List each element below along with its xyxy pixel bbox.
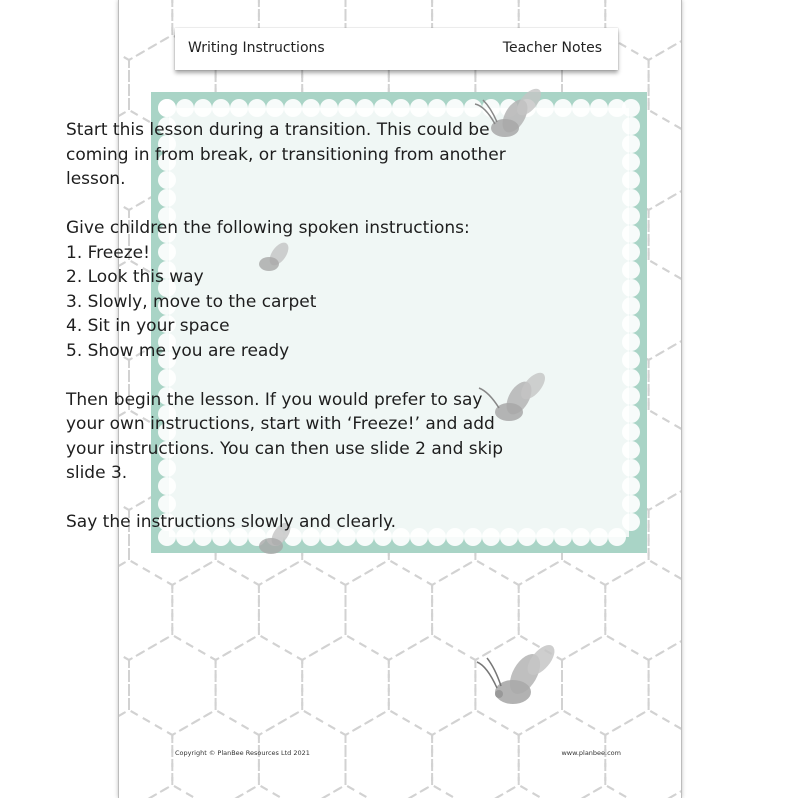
honeycomb-cell — [389, 785, 476, 798]
teacher-notes-text — [66, 118, 526, 559]
notes-closing: Say the instructions slowly and clearly. — [66, 512, 397, 532]
honeycomb-cell — [259, 560, 346, 660]
header-section-label: Teacher Notes — [502, 40, 602, 56]
instruction-step: 5. Show me you are ready — [66, 340, 290, 361]
notes-intro: Start this lesson during a transition. This could be coming in from break, or transitioning from another lesson. — [66, 120, 506, 189]
instruction-step: 1. Freeze! — [66, 242, 150, 263]
page-header — [175, 28, 618, 70]
notes-follow-up: Then begin the lesson. If you would prefer to say your own instructions, start with ‘Freeze!’ and add your instructions. You can then use slide 2 and skip slide 3. — [66, 389, 503, 483]
honeycomb-cell — [346, 710, 433, 798]
honeycomb-cell — [432, 710, 519, 798]
header-title: Writing Instructions — [188, 40, 325, 56]
honeycomb-cell — [119, 785, 129, 798]
honeycomb-cell — [562, 635, 649, 735]
honeycomb-cell — [389, 635, 476, 735]
honeycomb-cell — [346, 560, 433, 660]
honeycomb-cell — [119, 710, 172, 798]
honeycomb-cell — [302, 785, 389, 798]
honeycomb-cell — [302, 635, 389, 735]
honeycomb-cell — [649, 785, 681, 798]
honeycomb-cell — [172, 560, 259, 660]
honeycomb-cell — [475, 785, 562, 798]
copyright-text: Copyright © PlanBee Resources Ltd 2021 — [175, 749, 310, 757]
instructions-list — [66, 241, 526, 364]
honeycomb-cell — [129, 785, 216, 798]
instructions-heading: Give children the following spoken instructions: — [66, 218, 470, 238]
honeycomb-cell — [119, 635, 129, 735]
instruction-step: 3. Slowly, move to the carpet — [66, 291, 317, 312]
honeycomb-cell — [216, 785, 303, 798]
honeycomb-cell — [119, 560, 172, 660]
honeycomb-cell — [216, 635, 303, 735]
honeycomb-cell — [129, 635, 216, 735]
website-link[interactable]: www.planbee.com — [561, 749, 621, 757]
bee-icon — [465, 640, 565, 718]
honeycomb-cell — [119, 0, 172, 60]
honeycomb-cell — [562, 785, 649, 798]
instruction-step: 2. Look this way — [66, 267, 204, 287]
honeycomb-cell — [605, 560, 681, 660]
instruction-step: 4. Sit in your space — [66, 316, 230, 336]
